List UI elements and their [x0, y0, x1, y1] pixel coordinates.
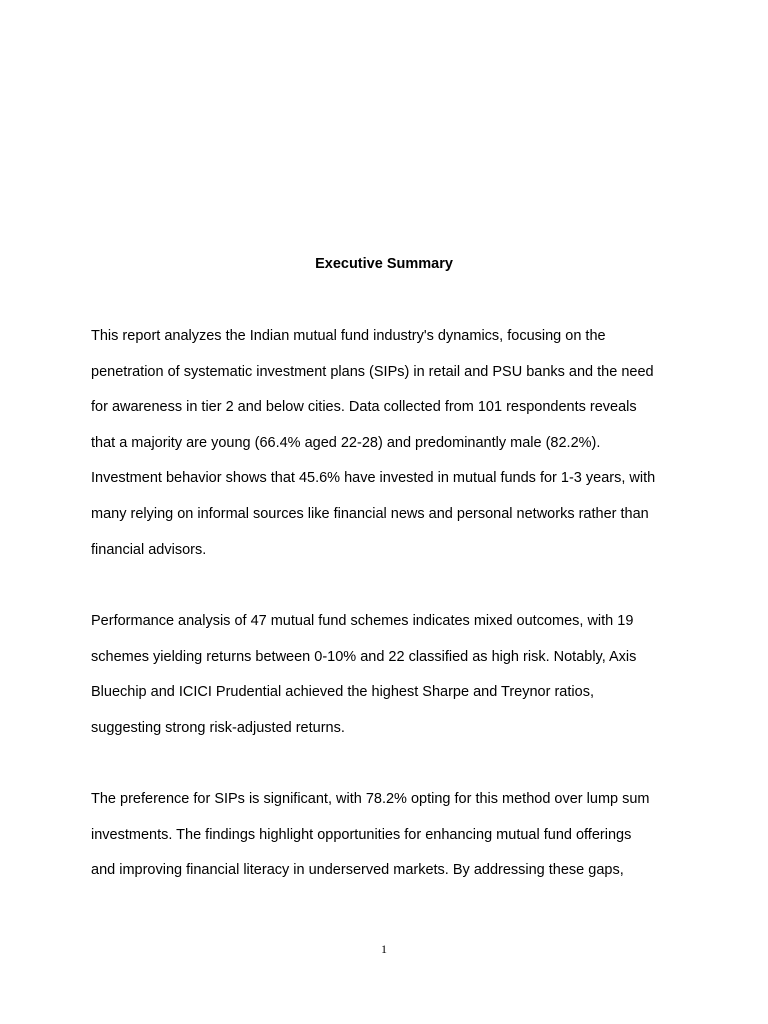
text-line: schemes yielding returns between 0-10% and 22 classified as high risk. Notably, Axis — [91, 648, 637, 665]
page-number: 1 — [381, 942, 387, 956]
text-line: for awareness in tier 2 and below cities. Data collected from 101 respondents reveals — [91, 399, 637, 416]
text-line: investments. The findings highlight opportunities for enhancing mutual fund offerings — [91, 826, 632, 843]
paragraph-3 — [91, 782, 691, 889]
paragraph-2 — [91, 604, 691, 746]
text-line: that a majority are young (66.4% aged 22-28) and predominantly male (82.2%). — [91, 434, 601, 451]
text-line: Investment behavior shows that 45.6% have invested in mutual funds for 1-3 years, with — [91, 470, 656, 487]
text-line: Bluechip and ICICI Prudential achieved the highest Sharpe and Treynor ratios, — [91, 684, 594, 701]
text-line: suggesting strong risk-adjusted returns. — [91, 719, 345, 736]
text-line: This report analyzes the Indian mutual fund industry's dynamics, focusing on the — [91, 328, 606, 344]
text-line: penetration of systematic investment plans (SIPs) in retail and PSU banks and the need — [91, 363, 654, 380]
text-line: financial advisors. — [91, 541, 207, 558]
text-line: The preference for SIPs is significant, with 78.2% opting for this method over lump sum — [91, 791, 650, 807]
text-line: Performance analysis of 47 mutual fund schemes indicates mixed outcomes, with 19 — [91, 613, 634, 629]
text-line: many relying on informal sources like financial news and personal networks rather than — [91, 505, 649, 522]
paragraph-1 — [91, 319, 691, 568]
text-line: and improving financial literacy in underserved markets. By addressing these gaps, — [91, 862, 624, 879]
page-title: Executive Summary — [315, 256, 453, 272]
